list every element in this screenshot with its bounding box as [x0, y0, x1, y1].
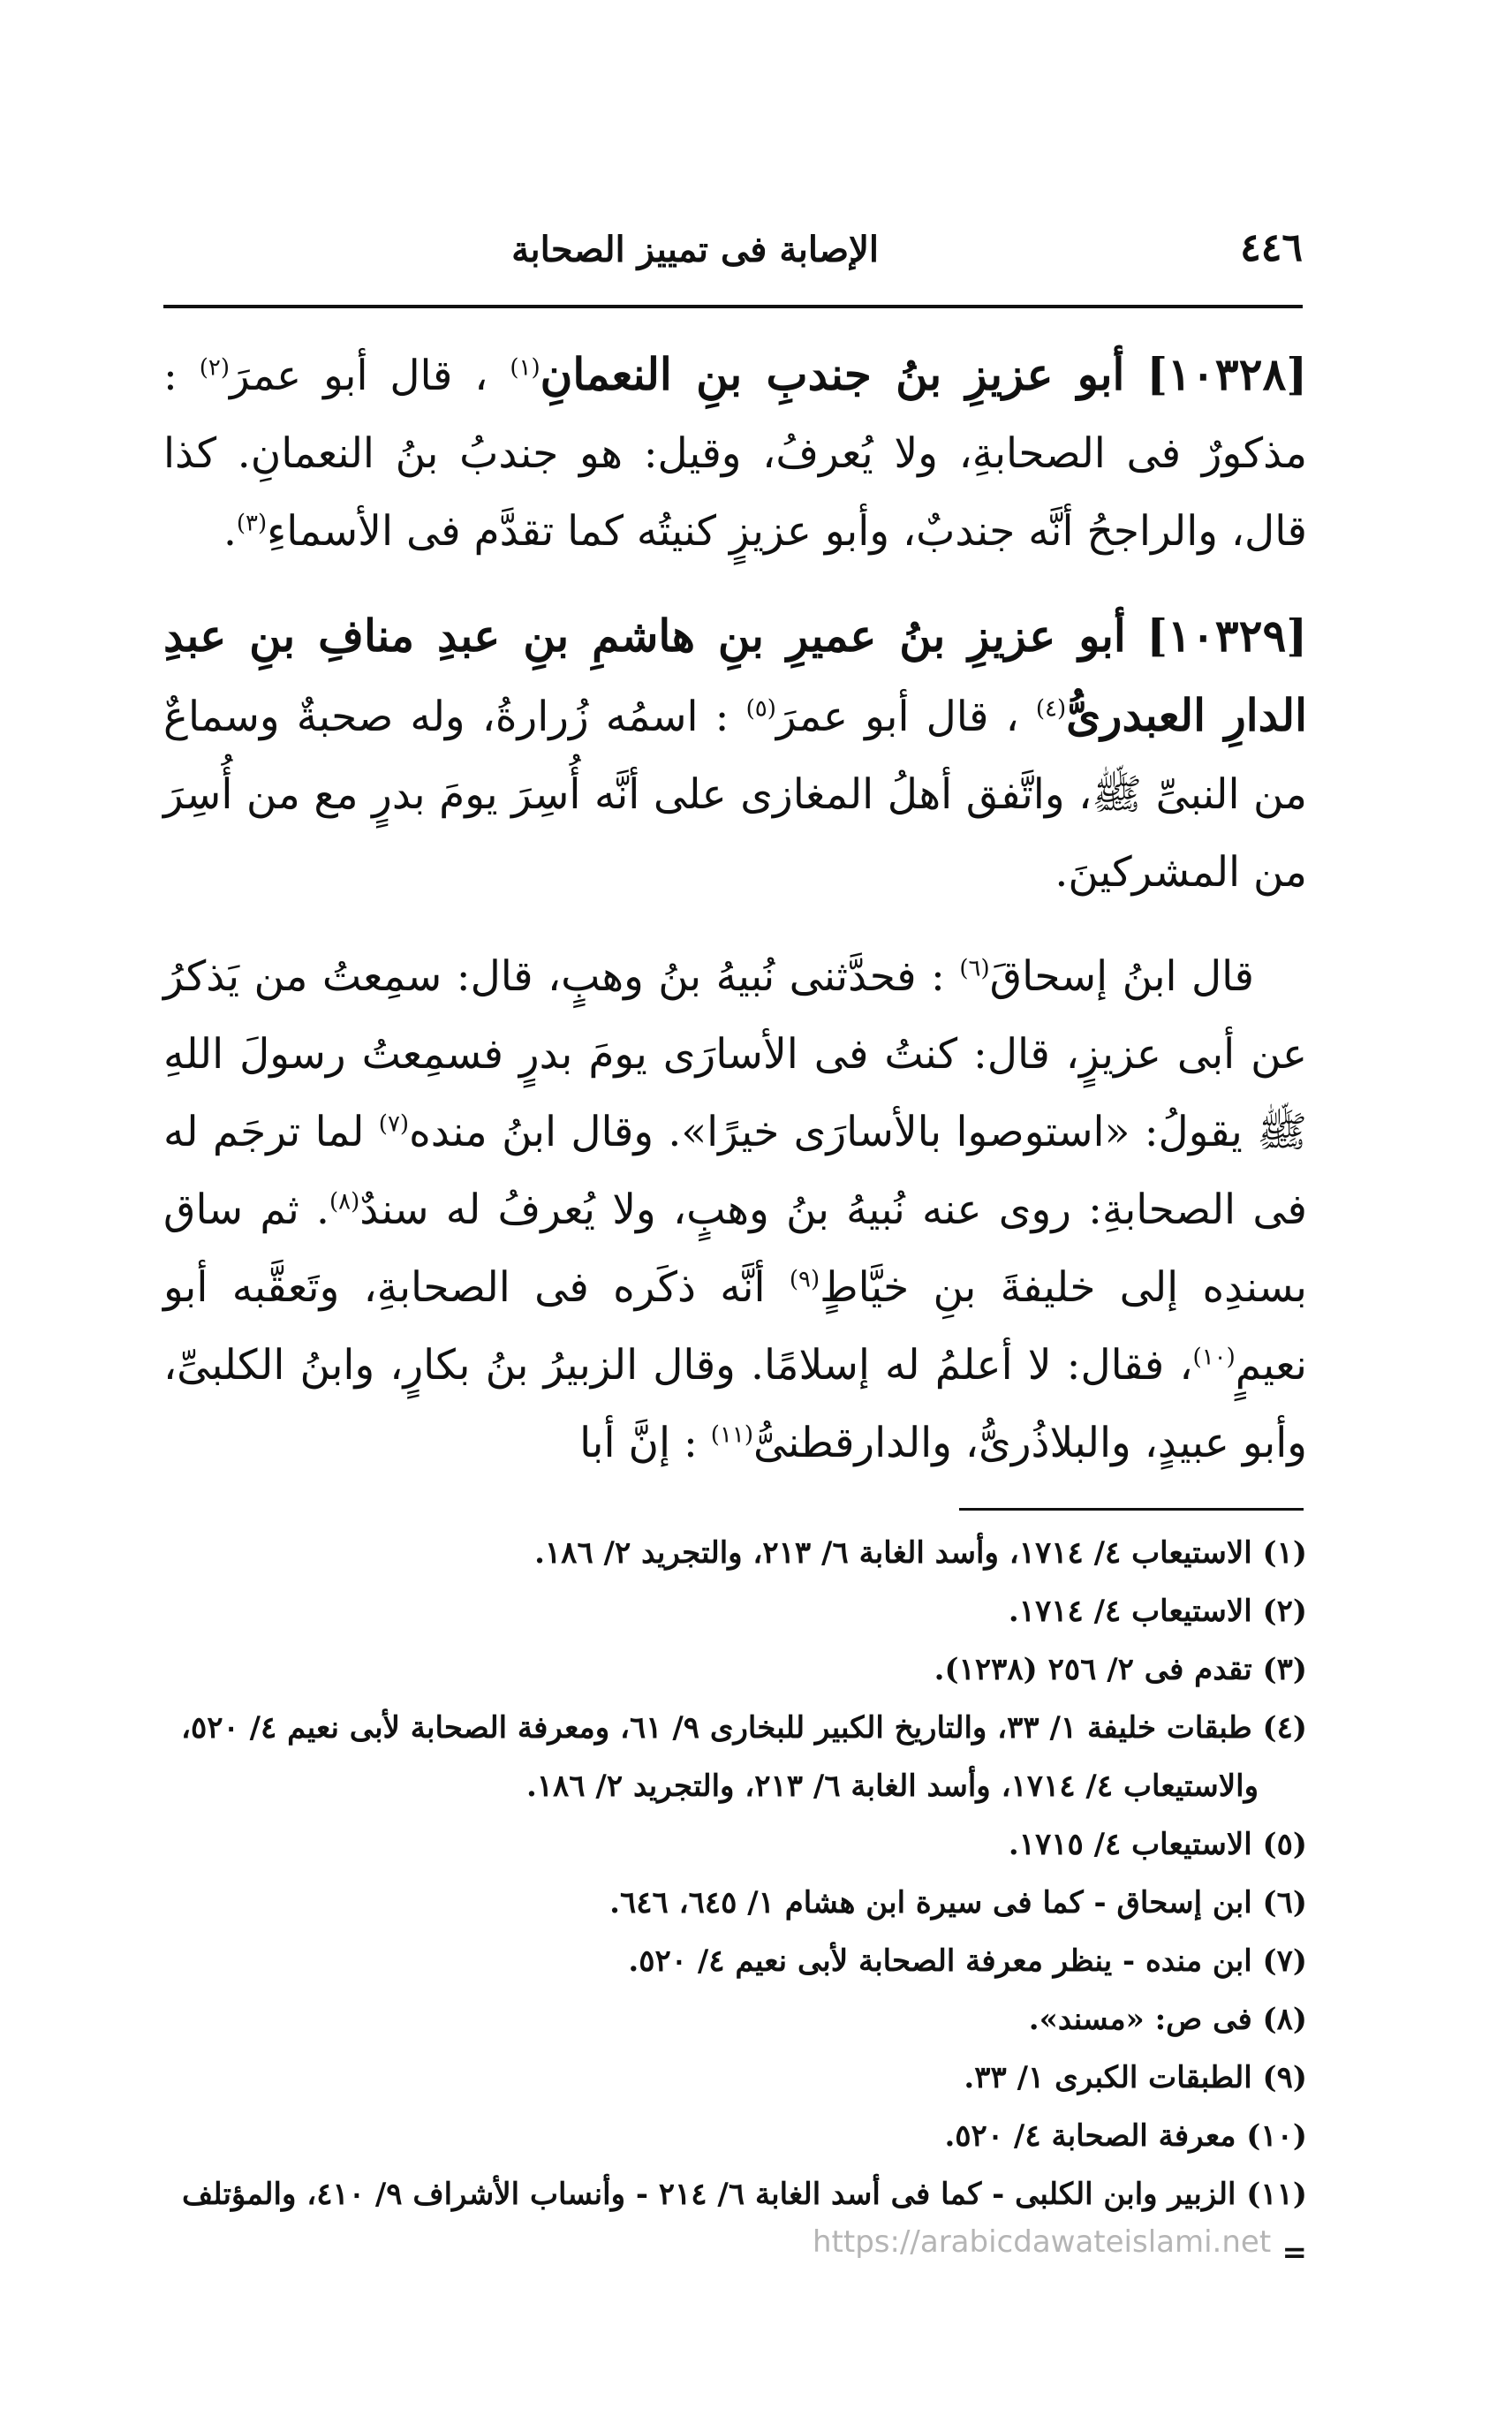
footnote-ref[interactable]: (٥) — [745, 695, 776, 723]
footnote-4-line: (٤) طبقات خليفة ١/ ٣٣، والتاريخ الكبير للبخارى ٩/ ٦١، ومعرفة الصحابة لأبى نعيم ٤/ ٥٢٠، — [181, 1710, 1307, 1746]
footnote-ref[interactable]: (٣) — [236, 510, 268, 537]
footnote-8: (٨) فى ص: «مسند». — [1028, 2002, 1307, 2037]
page-header — [163, 225, 1303, 287]
entry-name: أبو عزيزِ بنُ عميرِ بنِ هاشمِ بنِ عبدِ منافِ بنِ عبدِ الدارِ العبدرىُّ — [163, 610, 1307, 741]
entry-name: أبو عزيزِ بنُ جندبِ بنِ النعمانِ — [540, 348, 1125, 400]
main-text — [163, 336, 1307, 1482]
footnote-10: (١٠) معرفة الصحابة ٤/ ٥٢٠. — [944, 2118, 1307, 2154]
paragraph-text: قال ابنُ إسحاقَ — [989, 952, 1254, 1001]
footnote-4 — [163, 1699, 1307, 1815]
entry-text: ، قال أبو عمرَ — [230, 352, 488, 400]
entry-10329 — [163, 597, 1307, 912]
footnote-ref[interactable]: (٤) — [1035, 695, 1067, 723]
running-title: الإصابة فى تمييز الصحابة — [511, 229, 879, 270]
footnote-ref[interactable]: (١١) — [710, 1421, 754, 1449]
footnote-ref[interactable]: (٢) — [199, 354, 231, 382]
footnote-4-continuation: والاستيعاب ٤/ ١٧١٤، وأسد الغابة ٦/ ٢١٣، والتجريد ٢/ ١٨٦. — [525, 1769, 1259, 1804]
footnote-2: (٢) الاستيعاب ٤/ ١٧١٤. — [1008, 1594, 1307, 1629]
paragraph-text: . ثم ساق بسندِه إلى خليفةَ بنِ خيَّاطٍ — [163, 1186, 1308, 1312]
paragraph-text: : إنَّ أبا — [579, 1419, 698, 1467]
paragraph-text: لما ترجَم له فى الصحابةِ: روى عنه نُبيهُ بنُ وهبٍ، ولا يُعرفُ له سندٌ — [163, 1108, 1307, 1234]
footnote-3: (٣) تقدم فى ٢/ ٢٥٦ (١٢٣٨). — [934, 1652, 1307, 1687]
footnote-6: (٦) ابن إسحاق - كما فى سيرة ابن هشام ١/ ٦٤٥، ٦٤٦. — [609, 1885, 1307, 1920]
paragraph-text: : فحدَّثنى نُبيهُ بنُ وهبٍ، قال: سمِعتُ من يَذكرُ عن أبى عزيزٍ، قال: كنتُ فى الأسارَى يومَ بدرٍ فسمِعتُ رسولَ اللهِ ﷺ يقولُ: «استوصوا بالأسارَى خيرًا». وقال ابنُ منده — [163, 952, 1307, 1156]
page-number: ٤٤٦ — [1240, 225, 1303, 270]
footnote-ref[interactable]: (٦) — [959, 955, 990, 982]
entry-number: [١٠٣٢٩] — [1146, 610, 1307, 662]
entry-number: [١٠٣٢٨] — [1146, 348, 1307, 400]
footnote-rule — [959, 1508, 1304, 1511]
entry-text: : مذكورٌ فى الصحابةِ، ولا يُعرفُ، وقيل: هو جندبُ بنُ النعمانِ. كذا قال، والراجحُ أنَّه جندبٌ، وأبو عزيزٍ كنيتُه كما تقدَّم فى الأسماءِ — [163, 352, 1307, 556]
entry-text: . — [223, 507, 237, 556]
footnote-9: (٩) الطبقات الكبرى ١/ ٣٣. — [964, 2060, 1307, 2095]
footnote-ref[interactable]: (٧) — [378, 1110, 410, 1138]
footnotes — [163, 1524, 1307, 2282]
footnote-ref[interactable]: (١) — [510, 354, 541, 382]
footnote-ref[interactable]: (٨) — [329, 1188, 360, 1216]
footnote-11: (١١) الزبير وابن الكلبى - كما فى أسد الغابة ٦/ ٢١٤ - وأنساب الأشراف ٩/ ٤١٠، والمؤتلف = — [182, 2177, 1307, 2270]
watermark-url: https://arabicdawateislami.net — [813, 2224, 1272, 2260]
paragraph-text: ، فقال: لا أعلمُ له إسلامًا. وقال الزبيرُ بنُ بكارٍ، وابنُ الكلبىِّ، وأبو عبيدٍ، والبلاذُرىُّ، والدارقطنىُّ — [163, 1341, 1307, 1467]
footnote-5: (٥) الاستيعاب ٤/ ١٧١٥. — [1008, 1827, 1307, 1862]
entry-text: ، قال أبو عمرَ — [775, 693, 1019, 741]
entry-10328 — [163, 336, 1307, 571]
body-paragraph — [163, 938, 1307, 1482]
footnote-ref[interactable]: (٩) — [789, 1266, 820, 1293]
footnote-ref[interactable]: (١٠) — [1192, 1344, 1236, 1371]
entry-text: : اسمُه زُرارةُ، وله صحبةٌ وسماعٌ من النبىِّ ﷺ، واتَّفق أهلُ المغازى على أنَّه أُسِرَ يومَ بدرٍ مع من أُسِرَ من المشركينَ. — [163, 693, 1307, 897]
paragraph-text: أنَّه ذكَره فى الصحابةِ، وتَعقَّبه أبو نعيمٍ — [163, 1263, 1307, 1390]
header-rule — [163, 305, 1303, 308]
footnote-1: (١) الاستيعاب ٤/ ١٧١٤، وأسد الغابة ٦/ ٢١٣، والتجريد ٢/ ١٨٦. — [534, 1535, 1307, 1571]
footnote-7: (٧) ابن منده - ينظر معرفة الصحابة لأبى نعيم ٤/ ٥٢٠. — [628, 1943, 1307, 1979]
